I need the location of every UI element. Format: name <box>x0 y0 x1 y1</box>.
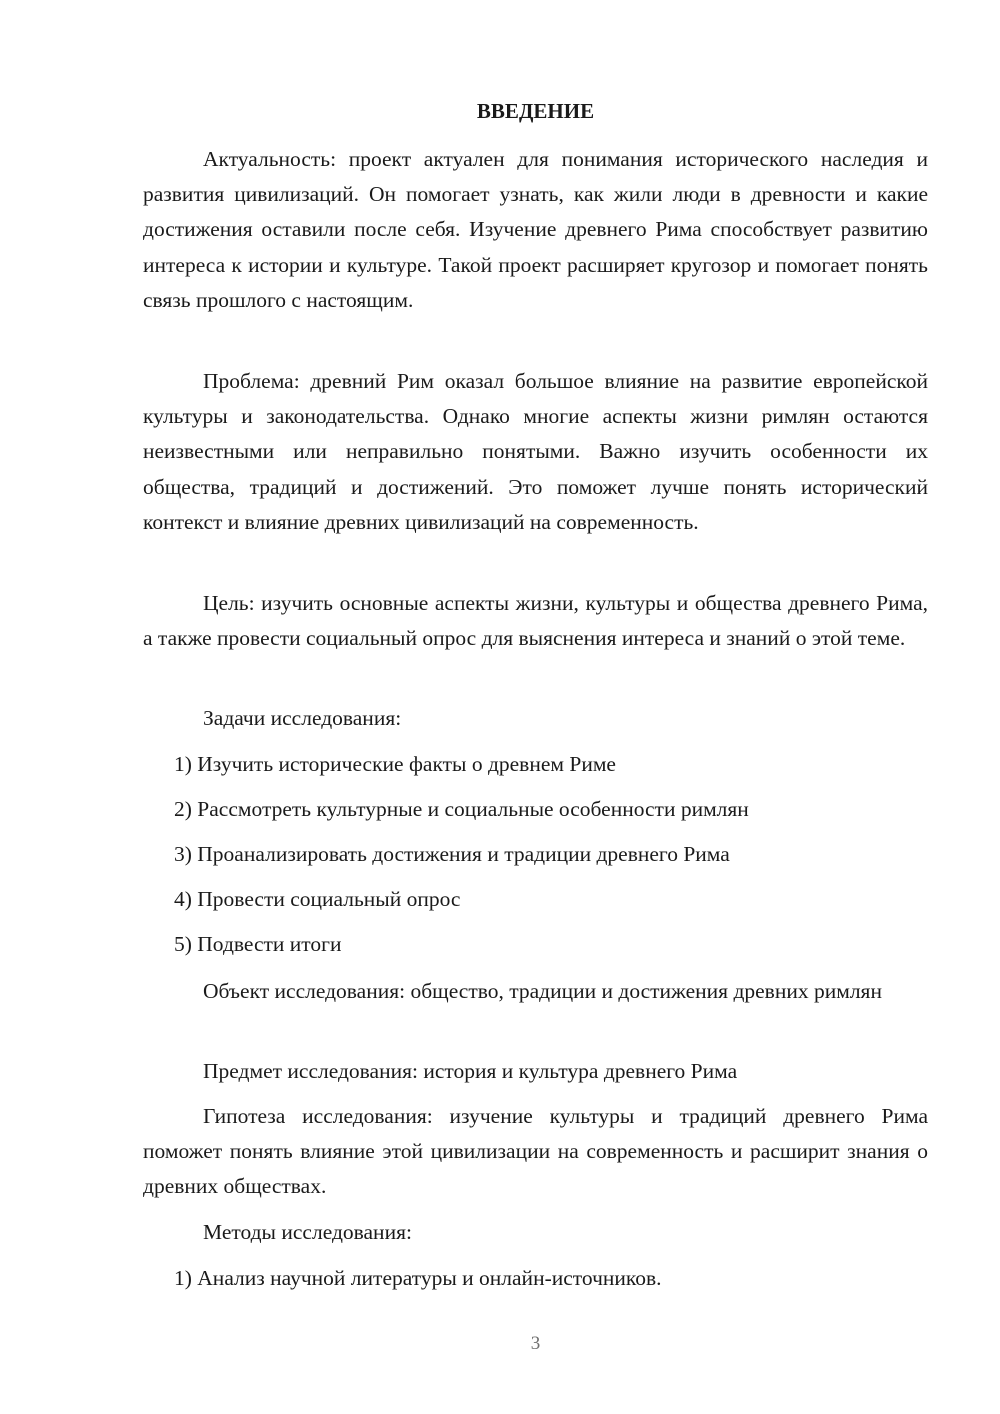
list-item: 5) Подвести итоги <box>174 932 342 956</box>
methods-heading: Методы исследования: <box>203 1220 412 1244</box>
paragraph-subject: Предмет исследования: история и культура древнего Рима <box>203 1059 738 1083</box>
list-item: 3) Проанализировать достижения и традиции древнего Рима <box>174 842 730 866</box>
paragraph-problem: Проблема: древний Рим оказал большое влияние на развитие европейской культуры и законодательства. Однако многие аспекты жизни римлян остаются неизвестными или неправильно понятыми. Важно изучить особенности их общества, традиций и достижений. Это поможет лучше понять исторический контекст и влияние древних цивилизаций на современность. <box>143 369 928 534</box>
list-item: 1) Анализ научной литературы и онлайн-источников. <box>174 1266 662 1290</box>
paragraph-goal: Цель: изучить основные аспекты жизни, культуры и общества древнего Рима, а также провести социальный опрос для выяснения интереса и знаний о этой теме. <box>143 591 928 651</box>
list-item: 1) Изучить исторические факты о древнем Риме <box>174 752 616 776</box>
section-title: ВВЕДЕНИЕ <box>476 99 595 123</box>
page-number: 3 <box>530 1333 541 1354</box>
list-item: 4) Провести социальный опрос <box>174 887 461 911</box>
paragraph-object: Объект исследования: общество, традиции и достижения древних римлян <box>203 979 882 1003</box>
tasks-heading: Задачи исследования: <box>203 706 402 730</box>
list-item: 2) Рассмотреть культурные и социальные особенности римлян <box>174 797 749 821</box>
document-page <box>143 0 928 1414</box>
paragraph-hypothesis: Гипотеза исследования: изучение культуры и традиций древнего Рима поможет понять влияние этой цивилизации на современность и расширит знания о древних обществах. <box>143 1104 928 1199</box>
paragraph-relevance: Актуальность: проект актуален для понимания исторического наследия и развития цивилизаций. Он помогает узнать, как жили люди в древности и какие достижения оставили после себя. Изучение древнего Рима способствует развитию интереса к истории и культуре. Такой проект расширяет кругозор и помогает понять связь прошлого с настоящим. <box>143 147 928 312</box>
